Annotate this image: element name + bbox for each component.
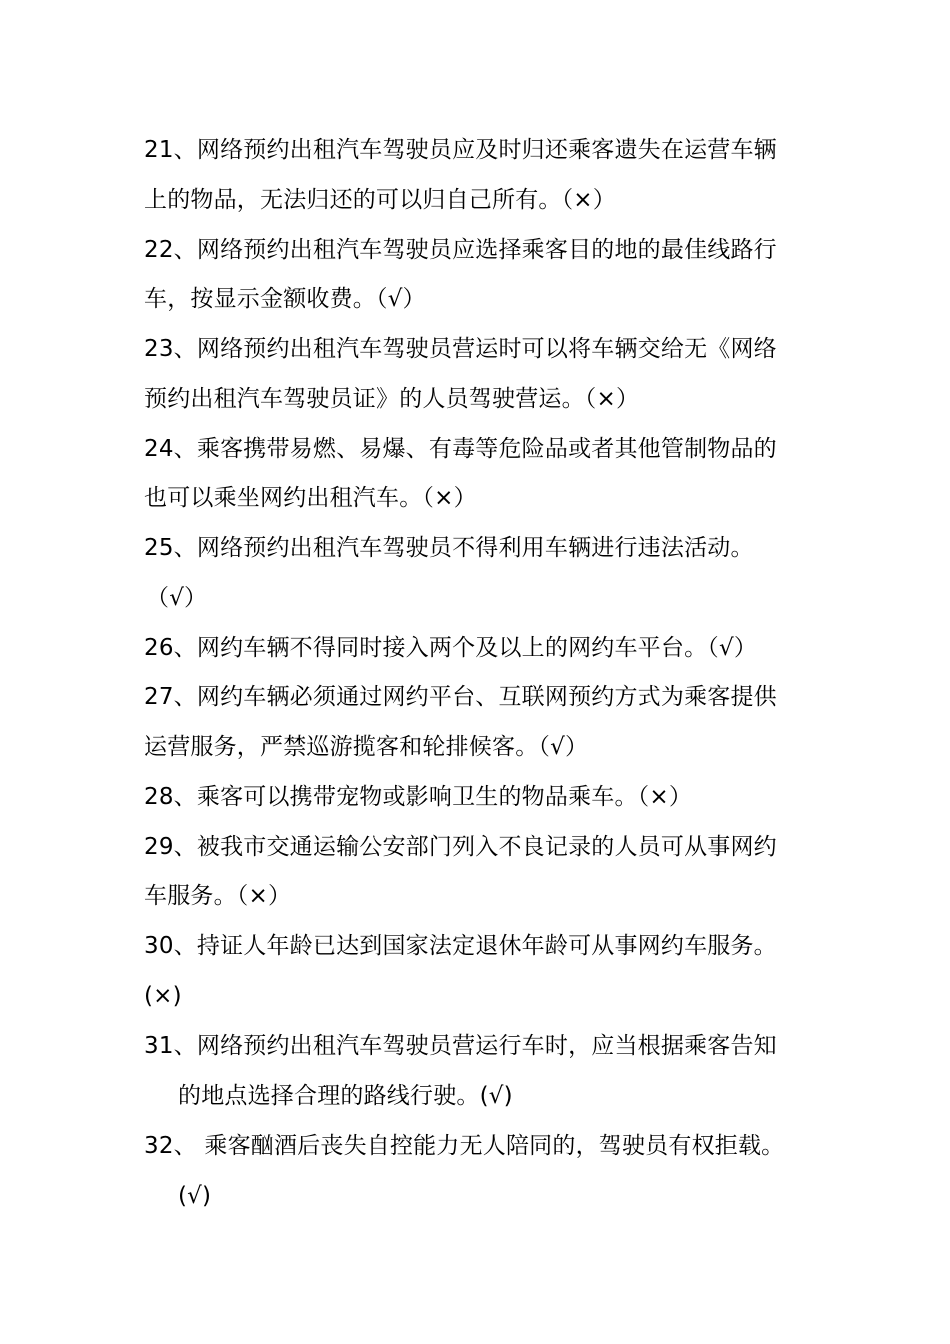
text-line: (√) xyxy=(178,1183,212,1209)
text-line: 25、网络预约出租汽车驾驶员不得利用车辆进行违法活动。 xyxy=(144,535,754,561)
text-line: 23、网络预约出租汽车驾驶员营运时可以将车辆交给无《网络 xyxy=(144,336,777,362)
text-line: 24、乘客携带易燃、易爆、有毒等危险品或者其他管制物品的 xyxy=(144,436,777,462)
text-line: 30、持证人年龄已达到国家法定退休年龄可从事网约车服务。 xyxy=(144,933,777,959)
text-line: 的地点选择合理的路线行驶。(√) xyxy=(178,1083,513,1109)
text-line: （√） xyxy=(146,585,208,611)
text-line: 车服务。（×） xyxy=(144,883,292,909)
text-line: 32、 乘客酗酒后丧失自控能力无人陪同的，驾驶员有权拒载。 xyxy=(144,1133,785,1159)
text-line: (×) xyxy=(144,983,182,1009)
text-line: 预约出租汽车驾驶员证》的人员驾驶营运。（×） xyxy=(144,386,640,412)
text-line: 车，按显示金额收费。（√） xyxy=(144,286,426,312)
text-line: 21、网络预约出租汽车驾驶员应及时归还乘客遗失在运营车辆 xyxy=(144,137,777,163)
text-line: 上的物品，无法归还的可以归自己所有。（×） xyxy=(144,187,616,213)
text-line: 22、网络预约出租汽车驾驶员应选择乘客目的地的最佳线路行 xyxy=(144,237,777,263)
text-line: 也可以乘坐网约出租汽车。（×） xyxy=(144,485,477,511)
text-line: 29、被我市交通运输公安部门列入不良记录的人员可从事网约 xyxy=(144,834,777,860)
text-line: 28、乘客可以携带宠物或影响卫生的物品乘车。（×） xyxy=(144,784,693,810)
text-line: 27、网约车辆必须通过网约平台、互联网预约方式为乘客提供 xyxy=(144,684,777,710)
text-line: 31、网络预约出租汽车驾驶员营运行车时，应当根据乘客告知 xyxy=(144,1033,777,1059)
text-line: 26、网约车辆不得同时接入两个及以上的网约车平台。（√） xyxy=(144,635,758,661)
text-line: 运营服务，严禁巡游揽客和轮排候客。（√） xyxy=(144,734,589,760)
